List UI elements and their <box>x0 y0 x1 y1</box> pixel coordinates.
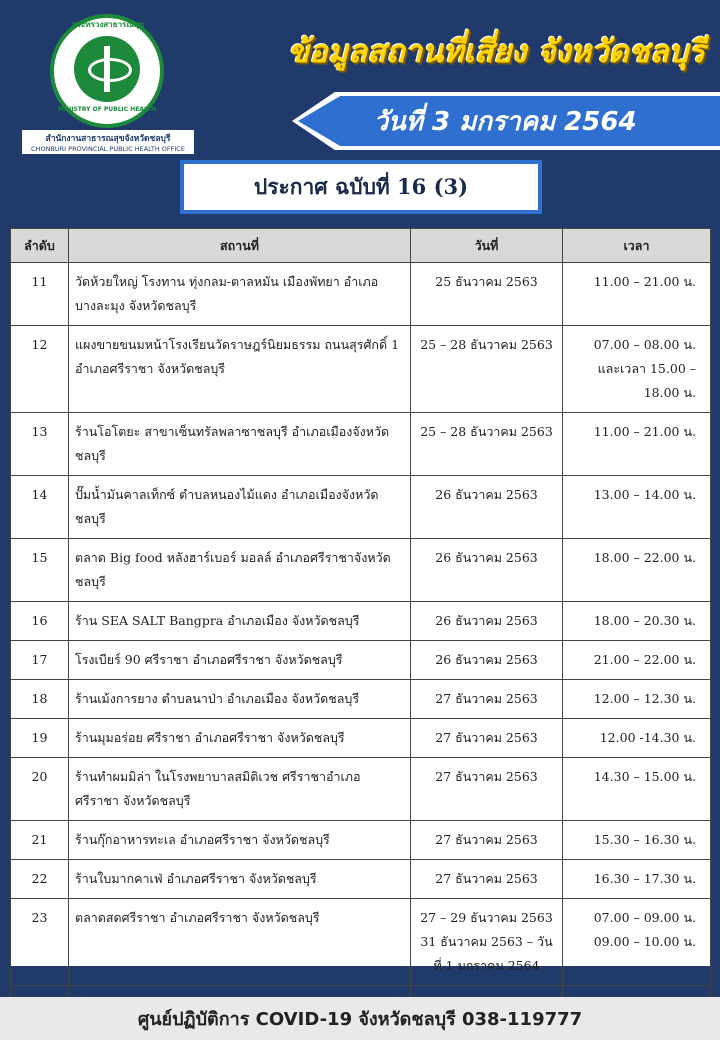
table-header-row <box>11 229 711 263</box>
cell-no: 16 <box>11 602 69 641</box>
table-row <box>11 326 711 413</box>
footer-contact: ศูนย์ปฏิบัติการ COVID-19 จังหวัดชลบุรี 038-119777 <box>137 1009 583 1030</box>
cell-time: 11.00 – 21.00 น. <box>563 263 711 326</box>
cell-place: ปั๊มน้ำมันคาลเท็กซ์ ตำบลหนองไม้แดง อำเภอเมืองจังหวัดชลบุรี <box>69 476 411 539</box>
cell-no: 15 <box>11 539 69 602</box>
table-row <box>11 476 711 539</box>
cell-time: 11.00 – 21.00 น. <box>563 413 711 476</box>
cell-place: ร้านโอโตยะ สาขาเซ็นทรัลพลาซาชลบุรี อำเภอเมืองจังหวัดชลบุรี <box>69 413 411 476</box>
table-row <box>11 641 711 680</box>
cell-time: 16.30 – 17.30 น. <box>563 860 711 899</box>
cell-time: 07.00 – 09.00 น. 09.00 – 10.00 น. <box>563 899 711 986</box>
table-row <box>11 860 711 899</box>
notice-box <box>180 160 542 214</box>
cell-no: 12 <box>11 326 69 413</box>
office-name-th: สำนักงานสาธารณสุขจังหวัดชลบุรี <box>22 130 194 146</box>
table-row <box>11 758 711 821</box>
cell-time: 18.00 – 20.30 น. <box>563 602 711 641</box>
cell-no: 14 <box>11 476 69 539</box>
cell-date: 26 ธันวาคม 2563 <box>411 539 563 602</box>
header-time: เวลา <box>563 229 711 263</box>
cell-date: 27 ธันวาคม 2563 <box>411 821 563 860</box>
cell-place: แผงขายขนมหน้าโรงเรียนวัดราษฎร์นิยมธรรม ถนนสุรศักดิ์ 1 อำเภอศรีราชา จังหวัดชลบุรี <box>69 326 411 413</box>
cell-place: ร้าน SEA SALT Bangpra อำเภอเมือง จังหวัดชลบุรี <box>69 602 411 641</box>
cell-date: 25 ธันวาคม 2563 <box>411 263 563 326</box>
cell-time: 12.00 – 12.30 น. <box>563 680 711 719</box>
logo-ring-bottom: MINISTRY OF PUBLIC HEALTH <box>58 106 156 113</box>
cell-date: 26 ธันวาคม 2563 <box>411 641 563 680</box>
logo-ring-text: กระทรวงสาธารณสุข <box>71 20 145 29</box>
header-date: วันที่ <box>411 229 563 263</box>
cell-place: ร้านใบมากคาเฟ่ อำเภอศรีราชา จังหวัดชลบุรี <box>69 860 411 899</box>
cell-place: วัดห้วยใหญ่ โรงทาน ทุ่งกลม-ตาลหมัน เมืองพัทยา อำเภอบางละมุง จังหวัดชลบุรี <box>69 263 411 326</box>
cell-date: 27 ธันวาคม 2563 <box>411 860 563 899</box>
header <box>0 0 720 215</box>
page-title: ข้อมูลสถานที่เสี่ยง จังหวัดชลบุรี <box>287 34 705 70</box>
cell-time: 07.00 – 08.00 น. และเวลา 15.00 – 18.00 น. <box>563 326 711 413</box>
cell-date: 27 ธันวาคม 2563 <box>411 758 563 821</box>
table-row <box>11 899 711 986</box>
cell-date: 25 – 28 ธันวาคม 2563 <box>411 413 563 476</box>
header-no: ลำดับ <box>11 229 69 263</box>
table-row <box>11 719 711 758</box>
header-place: สถานที่ <box>69 229 411 263</box>
cell-no: 11 <box>11 263 69 326</box>
cell-date: 27 ธันวาคม 2563 <box>411 680 563 719</box>
moph-logo <box>22 14 194 154</box>
cell-date: 26 ธันวาคม 2563 <box>411 476 563 539</box>
cell-place: ตลาด Big food หลังฮาร์เบอร์ มอลล์ อำเภอศรีราชาจังหวัดชลบุรี <box>69 539 411 602</box>
cell-place: ร้านเม้งการยาง ตำบลนาป่า อำเภอเมือง จังหวัดชลบุรี <box>69 680 411 719</box>
cell-no: 22 <box>11 860 69 899</box>
cell-time: 14.30 – 15.00 น. <box>563 758 711 821</box>
date-text: วันที่ 3 มกราคม 2564 <box>373 107 637 137</box>
cell-place: ร้านทำผมมิล่า ในโรงพยาบาลสมิติเวช ศรีราชาอำเภอศรีราชา จังหวัดชลบุรี <box>69 758 411 821</box>
cell-time: 21.00 – 22.00 น. <box>563 641 711 680</box>
table-row <box>11 263 711 326</box>
cell-time: 18.00 – 22.00 น. <box>563 539 711 602</box>
cell-no: 18 <box>11 680 69 719</box>
cell-place: ตลาดสดศรีราชา อำเภอศรีราชา จังหวัดชลบุรี <box>69 899 411 986</box>
cell-place: โรงเบียร์ 90 ศรีราชา อำเภอศรีราชา จังหวัดชลบุรี <box>69 641 411 680</box>
cell-no: 19 <box>11 719 69 758</box>
cell-date: 27 – 29 ธันวาคม 2563 31 ธันวาคม 2563 – วันที่ 1 มกราคม 2564 <box>411 899 563 986</box>
cell-no: 21 <box>11 821 69 860</box>
footer <box>0 997 720 1040</box>
cell-date: 27 ธันวาคม 2563 <box>411 719 563 758</box>
cell-place: ร้านกุ๊กอาหารทะเล อำเภอศรีราชา จังหวัดชลบุรี <box>69 821 411 860</box>
notice-text: ประกาศ ฉบับที่ 16 (3) <box>253 173 469 199</box>
table-row <box>11 821 711 860</box>
cell-date: 25 – 28 ธันวาคม 2563 <box>411 326 563 413</box>
table-row <box>11 680 711 719</box>
cell-time: 13.00 – 14.00 น. <box>563 476 711 539</box>
table-row <box>11 602 711 641</box>
cell-place: ร้านมุมอร่อย ศรีราชา อำเภอศรีราชา จังหวัดชลบุรี <box>69 719 411 758</box>
cell-date: 26 ธันวาคม 2563 <box>411 602 563 641</box>
cell-time: 15.30 – 16.30 น. <box>563 821 711 860</box>
cell-no: 23 <box>11 899 69 986</box>
risk-locations-table <box>10 228 710 973</box>
office-name-en: CHONBURI PROVINCIAL PUBLIC HEALTH OFFICE <box>22 144 194 154</box>
caduceus-icon <box>74 36 140 102</box>
cell-no: 17 <box>11 641 69 680</box>
cell-time: 12.00 -14.30 น. <box>563 719 711 758</box>
table-row <box>11 413 711 476</box>
cell-no: 20 <box>11 758 69 821</box>
table-row <box>11 539 711 602</box>
cell-no: 13 <box>11 413 69 476</box>
